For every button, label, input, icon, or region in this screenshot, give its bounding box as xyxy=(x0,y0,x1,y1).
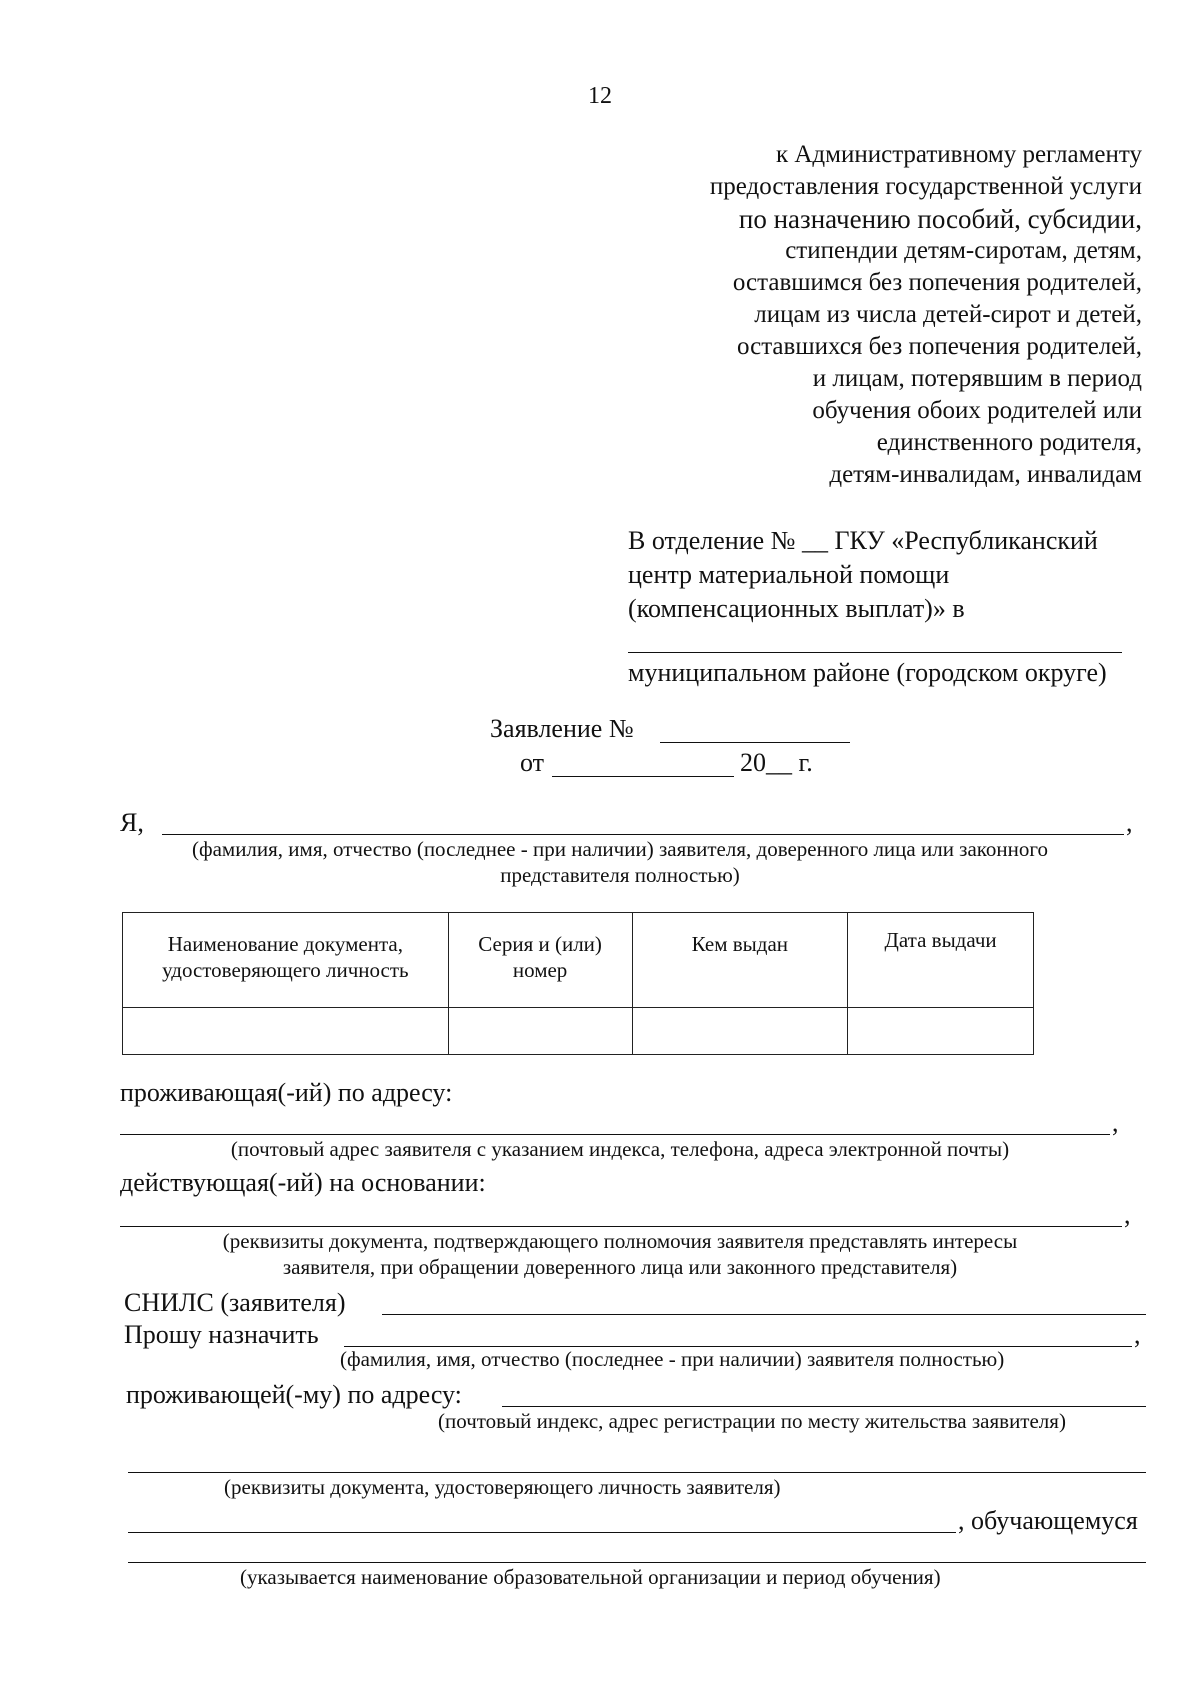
table-cell-document-name[interactable] xyxy=(123,1008,449,1055)
regulation-header xyxy=(710,139,1142,491)
header-line: по назначению пособий, субсидии, xyxy=(738,204,1142,234)
residence-hint: (почтовый адрес заявителя с указанием индекса, телефона, адреса электронной почты) xyxy=(230,1137,1010,1161)
application-year: 20__ г. xyxy=(740,748,813,777)
basis-label: действующая(-ий) на основании: xyxy=(120,1168,486,1197)
education-hint: (указывается наименование образовательной организации и период обучения) xyxy=(240,1565,941,1589)
snils-blank[interactable] xyxy=(382,1314,1146,1315)
residence-label: проживающая(-ий) по адресу: xyxy=(120,1078,453,1107)
snils-label: СНИЛС (заявителя) xyxy=(124,1288,346,1317)
application-date-prefix: от xyxy=(520,748,545,777)
applicant-prefix: Я, xyxy=(120,808,144,837)
page-number: 12 xyxy=(588,83,612,109)
identity-document-table xyxy=(122,912,1034,1055)
basis-comma: , xyxy=(1124,1200,1131,1229)
header-line: предоставления государственной услуги xyxy=(709,173,1142,200)
applicant-hint-1: (фамилия, имя, отчество (последнее - при наличии) заявителя, доверенного лица или законного xyxy=(191,837,1049,861)
basis-hint-1: (реквизиты документа, подтверждающего полномочия заявителя представлять интересы xyxy=(222,1229,1018,1253)
header-line: оставшихся без попечения родителей, xyxy=(736,333,1142,360)
recipient-student-suffix: , обучающемуся xyxy=(958,1506,1138,1535)
basis-blank[interactable] xyxy=(120,1226,1122,1227)
basis-hint-2: заявителя, при обращении доверенного лица или законного представителя) xyxy=(282,1255,958,1279)
header-line: к Административному регламенту xyxy=(775,141,1142,168)
table-header-series-number: Серия и (или) номер xyxy=(448,913,632,1008)
applicant-hint-2: представителя полностью) xyxy=(500,863,740,887)
header-line: оставшимся без попечения родителей, xyxy=(732,269,1142,296)
addressee-line-1: В отделение № __ ГКУ «Республиканский xyxy=(628,526,1098,555)
residence-blank[interactable] xyxy=(120,1134,1110,1135)
request-label: Прошу назначить xyxy=(124,1320,319,1349)
recipient-document-blank[interactable] xyxy=(128,1472,1146,1473)
header-line: стипендии детям-сиротам, детям, xyxy=(785,237,1142,264)
application-date-blank[interactable] xyxy=(552,776,734,777)
recipient-address-label: проживающей(-му) по адресу: xyxy=(126,1380,462,1409)
recipient-extra-blank[interactable] xyxy=(128,1532,956,1533)
table-header-document-name: Наименование документа, удостоверяющего личность xyxy=(123,913,449,1008)
recipient-address-blank[interactable] xyxy=(502,1406,1146,1407)
header-line: и лицам, потерявшим в период xyxy=(812,365,1142,392)
table-cell-issue-date[interactable] xyxy=(848,1008,1034,1055)
application-number-blank[interactable] xyxy=(660,742,850,743)
header-line: обучения обоих родителей или xyxy=(812,397,1142,424)
application-number-label: Заявление № xyxy=(490,714,634,743)
table-cell-series-number[interactable] xyxy=(448,1008,632,1055)
header-line: детям-инвалидам, инвалидам xyxy=(829,461,1142,488)
applicant-comma: , xyxy=(1126,808,1133,837)
addressee-line-4: муниципальном районе (городском округе) xyxy=(628,658,1107,687)
header-line: единственного родителя, xyxy=(876,429,1142,456)
applicant-name-blank[interactable] xyxy=(162,834,1124,835)
table-header-issue-date: Дата выдачи xyxy=(848,913,1034,1008)
request-comma: , xyxy=(1134,1320,1141,1349)
table-header-issued-by: Кем выдан xyxy=(632,913,848,1008)
request-hint: (фамилия, имя, отчество (последнее - при наличии) заявителя полностью) xyxy=(340,1347,1005,1371)
table-row xyxy=(123,1008,1034,1055)
addressee-line-3: (компенсационных выплат)» в xyxy=(628,594,965,623)
recipient-address-hint: (почтовый индекс, адрес регистрации по месту жительства заявителя) xyxy=(438,1409,1066,1433)
recipient-document-hint: (реквизиты документа, удостоверяющего личность заявителя) xyxy=(224,1475,781,1499)
district-blank[interactable] xyxy=(628,652,1122,653)
education-blank[interactable] xyxy=(128,1562,1146,1563)
header-line: лицам из числа детей-сирот и детей, xyxy=(754,301,1142,328)
addressee-line-2: центр материальной помощи xyxy=(628,560,950,589)
residence-comma: , xyxy=(1112,1108,1119,1137)
table-cell-issued-by[interactable] xyxy=(632,1008,848,1055)
